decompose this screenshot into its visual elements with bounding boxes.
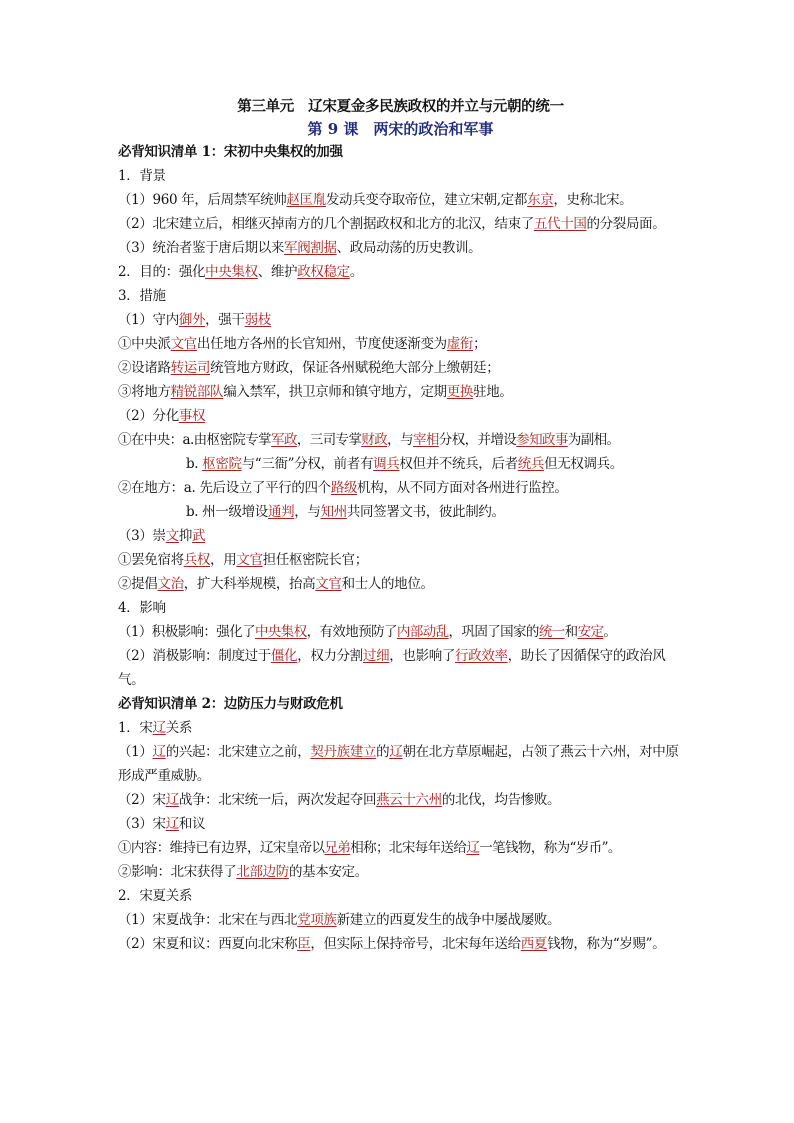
keyword: 东京 [527, 192, 554, 208]
keyword: 五代十国 [533, 216, 587, 232]
keyword: 通判 [267, 504, 295, 520]
keyword: 文官 [236, 552, 263, 568]
keyword: 政权稳定 [297, 264, 350, 280]
keyword: 军阀割据 [284, 240, 337, 256]
keyword: 弱枝 [244, 312, 271, 328]
goal-line: 2．目的：强化中央集权、维护政权稳定。 [118, 264, 363, 280]
measure-1-title: （1）守内御外，强干弱枝 [118, 312, 271, 328]
keyword: 路级 [330, 480, 358, 496]
keyword: 辽 [152, 744, 166, 760]
measure-2-b: b. 枢密院与“三衙”分权，前者有调兵权但并不统兵，后者统兵但无权调兵。 [186, 456, 623, 472]
keyword: 燕云十六州 [376, 792, 442, 808]
keyword: 辽 [165, 792, 179, 808]
measure-3-a: ①罢免宿将兵权，用文官担任枢密院长官； [118, 552, 368, 568]
measures-heading: 3．措施 [118, 288, 166, 304]
xia-point-2: （2）宋夏和议：西夏向北宋称臣，但实际上保持帝号，北宋每年送给西夏钱物，称为“岁赐”。 [118, 936, 666, 952]
measure-3-b: ②提倡文治，扩大科举规模，抬高文官和士人的地位。 [118, 576, 434, 592]
keyword: 中央集权 [205, 264, 258, 280]
liao-treaty-effect: ②影响：北宋获得了北部边防的基本安定。 [118, 864, 368, 880]
keyword: 调兵 [373, 456, 400, 472]
keyword: 契丹族 [310, 744, 350, 760]
keyword: 建立 [349, 744, 377, 760]
xia-point-1: （1）宋夏战争：北宋在与西北党项族新建立的西夏发生的战争中屡战屡败。 [118, 912, 561, 928]
keyword: 参知政事 [516, 432, 568, 448]
measure-2-d: b. 州一级增设通判，与知州共同签署文书，彼此制约。 [186, 504, 505, 520]
keyword: 事权 [178, 408, 206, 424]
xia-relations-heading: 2．宋夏关系 [118, 888, 192, 904]
measure-3-title: （3）崇文抑武 [118, 528, 206, 544]
liao-relations-heading: 1．宋辽关系 [118, 720, 193, 736]
keyword: 知州 [320, 504, 347, 520]
keyword: 精锐部队 [170, 384, 224, 400]
keyword: 枢密院 [202, 456, 242, 472]
keyword: 兄弟 [324, 840, 351, 856]
keyword: 辽 [389, 744, 403, 760]
keyword: 臣 [297, 936, 311, 952]
liao-treaty-content: ①内容：维持已有边界，辽宋皇帝以兄弟相称；北宋每年送给辽一笔钱物，称为“岁币”。 [118, 840, 621, 856]
measure-1-c: ③将地方精锐部队编入禁军，拱卫京师和镇守地方，定期更换驻地。 [118, 384, 513, 400]
keyword: 转运司 [170, 360, 211, 376]
keyword: 过细 [362, 648, 390, 664]
keyword: 西夏 [520, 936, 548, 952]
effect-positive: （1）积极影响：强化了中央集权，有效地预防了内部动乱，巩固了国家的统一和安定。 [118, 624, 617, 640]
liao-point-3: （3）宋辽和议 [118, 816, 206, 832]
effect-heading: 4．影响 [118, 600, 166, 616]
keyword: 赵匡胤 [286, 192, 326, 208]
keyword: 北部边防 [236, 864, 289, 880]
keyword: 僵化 [270, 648, 298, 664]
keyword: 安定 [577, 624, 604, 640]
measure-2-c: ②在地方：a. 先后设立了平行的四个路级机构，从不同方面对各州进行监控。 [118, 480, 568, 496]
section-heading-1: 必背知识清单 1：宋初中央集权的加强 [118, 144, 343, 160]
liao-point-1: （1）辽的兴起：北宋建立之前，契丹族建立的辽朝在北方草原崛起，占领了燕云十六州，对中原形成严重威胁。 [118, 744, 679, 784]
keyword: 行政效率 [455, 648, 508, 664]
keyword: 文治 [157, 576, 184, 592]
keyword: 财政 [361, 432, 388, 448]
section-heading-2: 必背知识清单 2：边防压力与财政危机 [118, 696, 343, 712]
measure-1-b: ②设诸路转运司统管地方财政，保证各州赋税绝大部分上缴朝廷； [118, 360, 500, 376]
keyword: 御外 [178, 312, 206, 328]
keyword: 辽 [165, 816, 179, 832]
effect-negative: （2）消极影响：制度过于僵化，权力分割过细，也影响了行政效率，助长了因循保守的政治风气。 [118, 648, 666, 688]
keyword: 统一 [538, 624, 565, 640]
liao-point-2: （2）宋辽战争：北宋统一后，两次发起夺回燕云十六州的北伐，均告惨败。 [118, 792, 561, 808]
background-point-2: （2）北宋建立后，相继灭掉南方的几个割据政权和北方的北汉，结束了五代十国的分裂局面。 [118, 216, 666, 232]
keyword: 军政 [271, 432, 297, 448]
keyword: 更换 [446, 384, 474, 400]
keyword: 辽 [466, 840, 480, 856]
document-page [118, 96, 683, 956]
keyword: 文 [165, 528, 179, 544]
background-point-3: （3）统治者鉴于唐后期以来军阀割据、政局动荡的历史教训。 [118, 240, 482, 256]
lesson-title: 第 9 课 两宋的政治和军事 [307, 120, 494, 138]
keyword: 中央集权 [255, 624, 307, 640]
keyword: 内部动乱 [396, 624, 449, 640]
unit-title: 第三单元 辽宋夏金多民族政权的并立与元朝的统一 [237, 98, 564, 115]
keyword: 统兵 [517, 456, 545, 472]
keyword: 文官 [315, 576, 342, 592]
measure-2-a: ①在中央：a.由枢密院专掌军政，三司专掌财政，与宰相分权，并增设参知政事为副相。 [118, 432, 620, 448]
keyword: 辽 [152, 720, 166, 736]
measure-2-title: （2）分化事权 [118, 408, 206, 424]
keyword: 武 [192, 528, 206, 544]
keyword: 兵权 [183, 552, 211, 568]
keyword: 虚衔 [446, 336, 474, 352]
background-heading: 1．背景 [118, 168, 166, 184]
keyword: 党项族 [297, 912, 337, 928]
keyword: 宰相 [412, 432, 439, 448]
background-point-1: （1）960 年，后周禁军统帅赵匡胤发动兵变夺取帝位，建立宋朝,定都东京，史称北宋。 [118, 192, 633, 208]
keyword: 文官 [170, 336, 197, 352]
measure-1-a: ①中央派文官出任地方各州的长官知州，节度使逐渐变为虚衔； [118, 336, 487, 352]
